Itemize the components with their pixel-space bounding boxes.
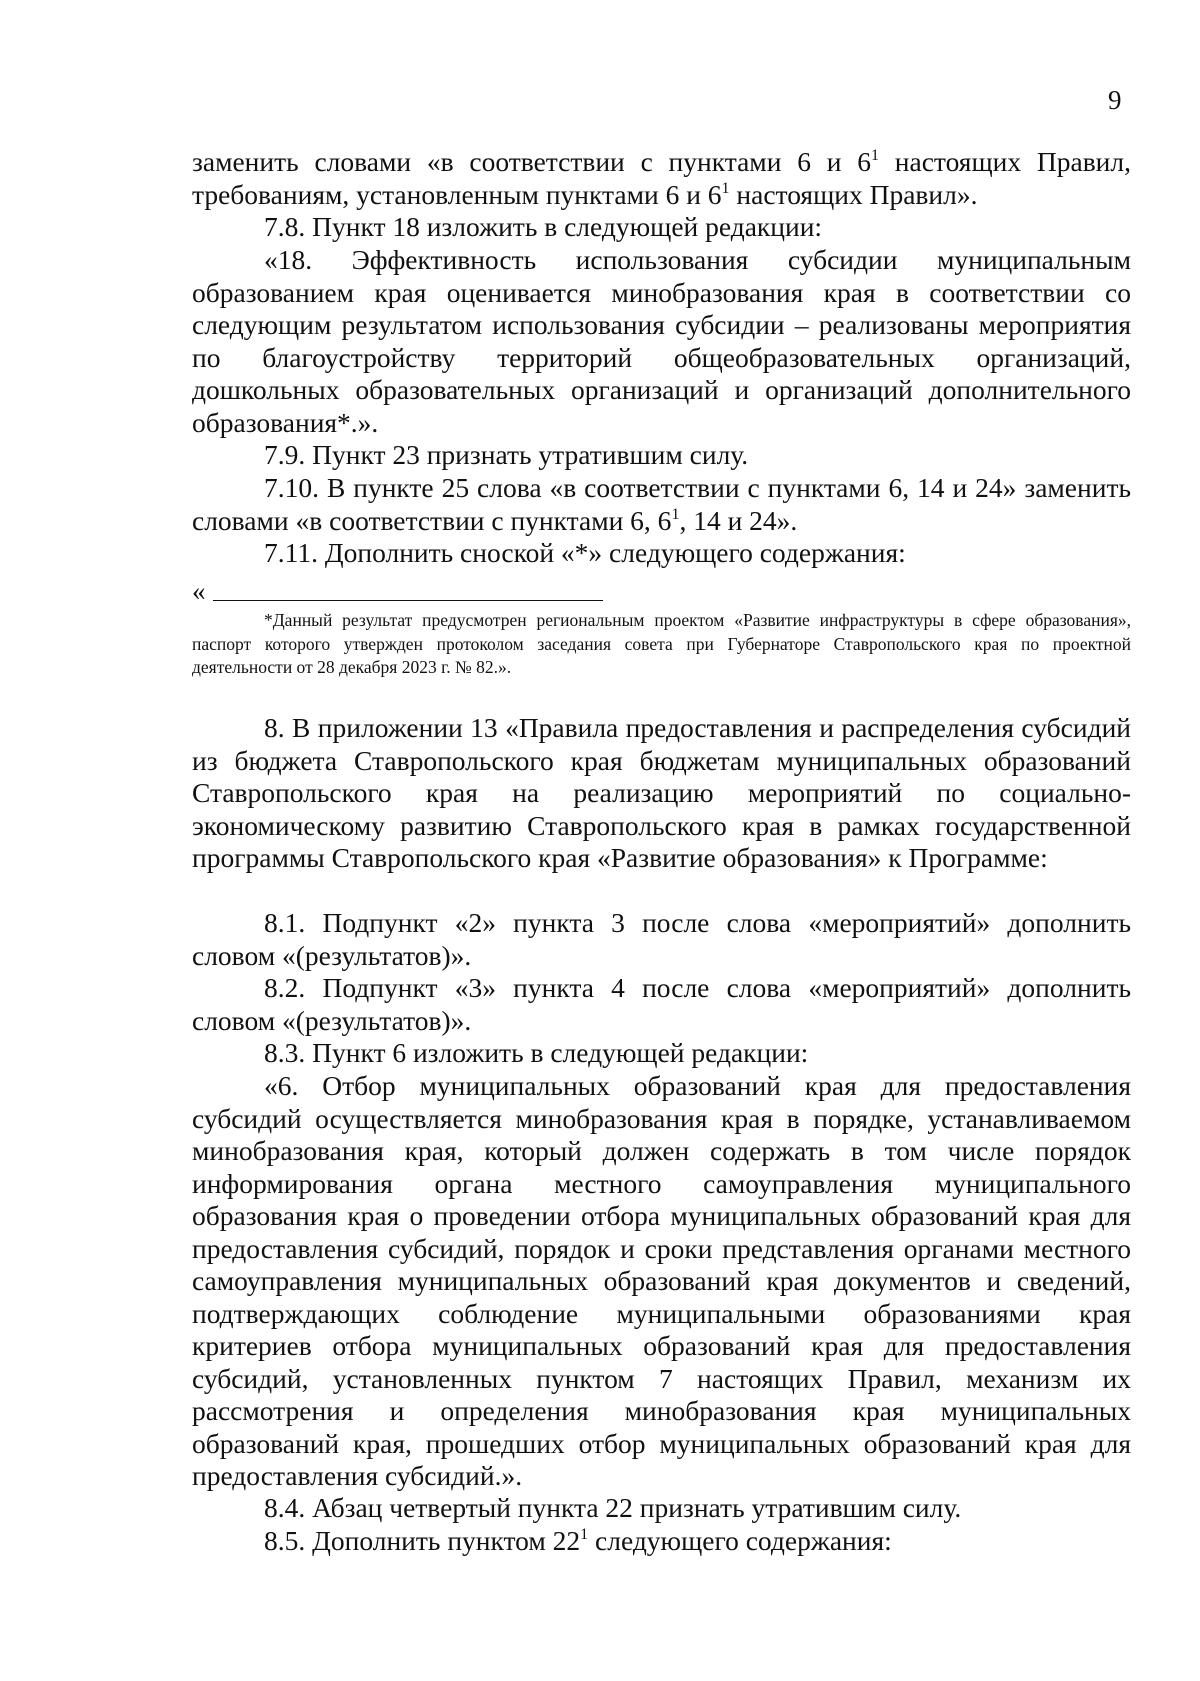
paragraph-8-5 bbox=[192, 1525, 1131, 1558]
paragraph-8: 8. В приложении 13 «Правила предоставления и распределения субсидий из бюджета Ставропольского края бюджетам муниципальных образований Ставропольского края на реализацию мероприятий по социально-экономическому развитию Ставропольского края в рамках государственной программы Ставропольского края «Развитие образования» к Программе: bbox=[192, 712, 1131, 873]
paragraph-item-6: «6. Отбор муниципальных образований края для предоставления субсидий осуществляется минобразования края в порядке, устанавливаемом минобразования края, который должен содержать в том числе порядок информирования органа местного самоуправления муниципального образования края о проведении отбора муниципальных образований края для предоставления субсидий, порядок и сроки представления органами местного самоуправления муниципальных образований края документов и сведений, подтверждающих соблюдение муниципальными образованиями края критериев отбора муниципальных образований края для предоставления субсидий, установленных пунктом 7 настоящих Правил, механизм их рассмотрения и определения минобразования края муниципальных образований края, прошедших отбор муниципальных образований края для предоставления субсидий.». bbox=[192, 1070, 1131, 1491]
footnote-open-quote: « bbox=[192, 576, 206, 606]
superscript: 1 bbox=[671, 505, 680, 523]
paragraph-text: заменить словами «в соответствии с пунктами 6 и 6 bbox=[192, 146, 871, 177]
paragraph-7-8: 7.8. Пункт 18 изложить в следующей редакции: bbox=[264, 211, 823, 242]
superscript: 1 bbox=[580, 1526, 589, 1543]
paragraph-text: следующего содержания: bbox=[588, 1525, 892, 1556]
paragraph-text: 8.5. Дополнить пунктом 22 bbox=[264, 1525, 581, 1556]
paragraph-text: настоящих Правил, требованиям, установленным пунктами 6 и 6 bbox=[192, 146, 1131, 210]
superscript: 1 bbox=[721, 179, 730, 197]
paragraph-8-2: 8.2. Подпункт «3» пункта 4 после слова «мероприятий» дополнить словом «(результатов)». bbox=[192, 972, 1131, 1036]
paragraph-text: , 14 и 24». bbox=[679, 504, 798, 536]
paragraph-7-10 bbox=[192, 472, 1131, 537]
superscript: 1 bbox=[871, 147, 879, 164]
paragraph-item-18: «18. Эффективность использования субсидии муниципальным образованием края оценивается минобразования края в соответствии со следующим результатом использования субсидии – реализованы мероприятия по благоустройству территорий общеобразовательных организаций, дошкольных образовательных организаций и организаций дополнительного образования*.». bbox=[192, 244, 1131, 438]
paragraph-text: настоящих Правил». bbox=[729, 178, 978, 210]
paragraph-8-4: 8.4. Абзац четвертый пункта 22 признать утратившим силу. bbox=[264, 1492, 962, 1523]
paragraph-8-1: 8.1. Подпункт «2» пункта 3 после слова «мероприятий» дополнить словом «(результатов)». bbox=[192, 907, 1131, 971]
paragraph-7-9: 7.9. Пункт 23 признать утратившим силу. bbox=[264, 439, 749, 470]
paragraph-8-3: 8.3. Пункт 6 изложить в следующей редакции: bbox=[264, 1037, 809, 1068]
paragraph-text: 7.10. В пункте 25 слова «в соответствии с пунктами 6, 14 и 24» заменить словами «в соответствии с пунктами 6, 6 bbox=[192, 472, 1131, 536]
page-number: 9 bbox=[1108, 85, 1122, 115]
footnote-separator-line bbox=[213, 600, 603, 601]
paragraph-7-11: 7.11. Дополнить сноской «*» следующего содержания: bbox=[264, 537, 906, 568]
paragraph-replace-words bbox=[192, 146, 1131, 211]
footnote-text: *Данный результат предусмотрен региональным проектом «Развитие инфраструктуры в сфере образования», паспорт которого утвержден протоколом заседания совета при Губернаторе Ставропольского края по проектной деятельности от 28 декабря 2023 г. № 82.». bbox=[192, 610, 1131, 677]
